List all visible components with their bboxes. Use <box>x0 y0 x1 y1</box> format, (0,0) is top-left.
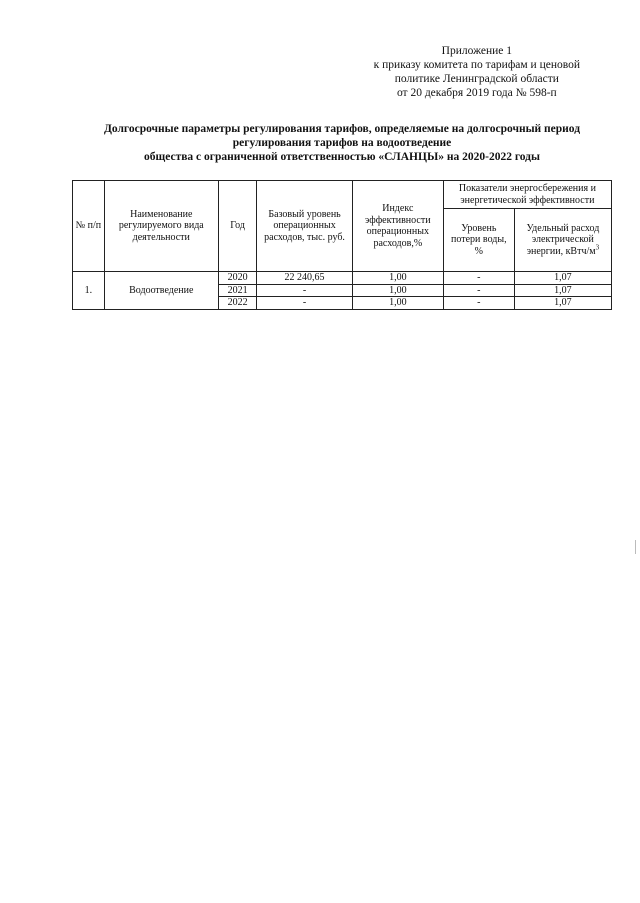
row-num: 1. <box>73 272 105 310</box>
cell-specific-power: 1,07 <box>514 284 611 297</box>
appendix-date: от 20 декабря 2019 года № 598-п <box>396 87 557 99</box>
row-activity: Водоотведение <box>104 272 218 310</box>
header-base-costs: Базовый уровень операционных расходов, тыс. руб. <box>257 181 353 272</box>
appendix-header <box>374 44 580 100</box>
cell-year: 2021 <box>218 284 256 297</box>
cell-efficiency-index: 1,00 <box>352 297 443 310</box>
cell-water-loss: - <box>443 297 514 310</box>
header-activity: Наименование регулируемого вида деятельности <box>104 181 218 272</box>
cell-base-costs: 22 240,65 <box>257 272 353 285</box>
header-year: Год <box>218 181 256 272</box>
cell-base-costs: - <box>257 284 353 297</box>
title-line-3: общества с ограниченной ответственностью «СЛАНЦЫ» на 2020-2022 годы <box>144 151 540 163</box>
cell-specific-power: 1,07 <box>514 272 611 285</box>
appendix-order-ref: к приказу комитета по тарифам и ценовой <box>373 59 580 71</box>
header-efficiency-index: Индекс эффективности операционных расходов,% <box>352 181 443 272</box>
table-row <box>73 272 612 285</box>
header-energy-group: Показатели энергосбережения и энергетической эффективности <box>443 181 611 209</box>
cell-efficiency-index: 1,00 <box>352 284 443 297</box>
cell-specific-power: 1,07 <box>514 297 611 310</box>
table-header-row <box>73 181 612 209</box>
title-line-2: регулирования тарифов на водоотведение <box>232 137 452 149</box>
header-specific-power <box>514 209 611 272</box>
appendix-committee: политике Ленинградской области <box>394 73 559 85</box>
cell-water-loss: - <box>443 284 514 297</box>
header-water-loss: Уровень потери воды, % <box>443 209 514 272</box>
header-specific-power-text: Удельный расход электрической энергии, кВтч/м <box>526 222 600 257</box>
appendix-label: Приложение 1 <box>441 45 513 57</box>
document-title <box>68 122 616 164</box>
title-line-1: Долгосрочные параметры регулирования тарифов, определяемые на долгосрочный период <box>103 123 581 135</box>
header-num: № п/п <box>73 181 105 272</box>
cell-efficiency-index: 1,00 <box>352 272 443 285</box>
parameters-table <box>72 180 612 310</box>
cell-base-costs: - <box>257 297 353 310</box>
scan-edge-mark <box>635 540 636 554</box>
header-specific-power-sup: 3 <box>595 243 600 252</box>
cell-year: 2020 <box>218 272 256 285</box>
cell-water-loss: - <box>443 272 514 285</box>
cell-year: 2022 <box>218 297 256 310</box>
